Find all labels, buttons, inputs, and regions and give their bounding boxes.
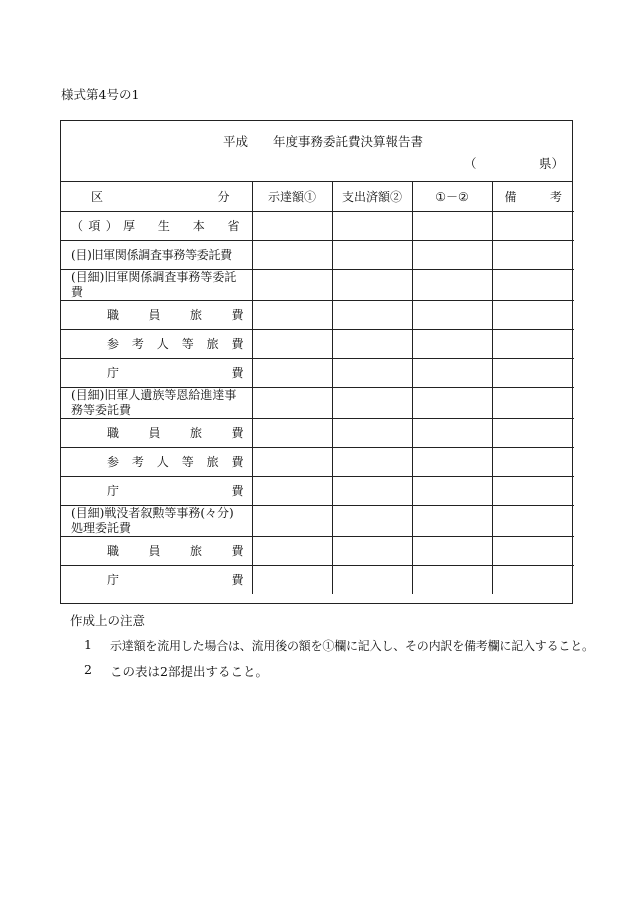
- table-row: [61, 476, 574, 505]
- row-label: (目)旧軍関係調査事務等委託費: [61, 240, 252, 269]
- cell-difference[interactable]: [412, 387, 492, 418]
- note-number: 1: [84, 637, 92, 652]
- table-row: [61, 447, 574, 476]
- cell-expenditure[interactable]: [332, 240, 412, 269]
- cell-remarks[interactable]: [492, 358, 574, 387]
- row-label: 職 員 旅 費: [61, 300, 252, 329]
- row-label: 庁 費: [61, 565, 252, 594]
- cell-expenditure[interactable]: [332, 505, 412, 536]
- report-title: 平成 年度事務委託費決算報告書: [223, 134, 424, 149]
- cell-remarks[interactable]: [492, 300, 574, 329]
- cell-remarks[interactable]: [492, 269, 574, 300]
- cell-expenditure[interactable]: [332, 329, 412, 358]
- cell-remarks[interactable]: [492, 505, 574, 536]
- cell-notified-amount[interactable]: [252, 240, 332, 269]
- table-row: [61, 505, 574, 536]
- cell-remarks[interactable]: [492, 476, 574, 505]
- cell-expenditure[interactable]: [332, 387, 412, 418]
- cell-difference[interactable]: [412, 418, 492, 447]
- cell-remarks[interactable]: [492, 387, 574, 418]
- row-label: (目細)旧軍関係調査事務等委託費: [61, 269, 252, 300]
- row-label: 参 考 人 等 旅 費: [61, 447, 252, 476]
- header-row: [61, 182, 574, 211]
- cell-difference[interactable]: [412, 211, 492, 240]
- row-label: (目細)戦没者叙勲等事務(々分)処理委託費: [61, 505, 252, 536]
- note-number: 2: [84, 662, 92, 677]
- table-row: [61, 211, 574, 240]
- cell-expenditure[interactable]: [332, 418, 412, 447]
- table-row: [61, 387, 574, 418]
- settlement-table: [61, 182, 574, 594]
- cell-expenditure[interactable]: [332, 300, 412, 329]
- table-row: [61, 269, 574, 300]
- table-row: [61, 329, 574, 358]
- row-label: 職 員 旅 費: [61, 536, 252, 565]
- cell-notified-amount[interactable]: [252, 447, 332, 476]
- cell-remarks[interactable]: [492, 418, 574, 447]
- row-label: （項）厚 生 本 省: [61, 211, 252, 240]
- row-label: 参 考 人 等 旅 費: [61, 329, 252, 358]
- cell-expenditure[interactable]: [332, 565, 412, 594]
- cell-difference[interactable]: [412, 505, 492, 536]
- cell-notified-amount[interactable]: [252, 211, 332, 240]
- cell-expenditure[interactable]: [332, 269, 412, 300]
- cell-remarks[interactable]: [492, 565, 574, 594]
- prefecture-label: （ 県）: [464, 156, 565, 171]
- notes-heading: 作成上の注意: [70, 613, 146, 628]
- settlement-report-sheet: [60, 120, 573, 604]
- cell-difference[interactable]: [412, 447, 492, 476]
- preparation-notes: [70, 611, 594, 688]
- title-area: [61, 121, 572, 182]
- cell-remarks[interactable]: [492, 329, 574, 358]
- cell-difference[interactable]: [412, 476, 492, 505]
- cell-remarks[interactable]: [492, 536, 574, 565]
- note-item: [70, 662, 594, 680]
- table-row: [61, 565, 574, 594]
- cell-difference[interactable]: [412, 329, 492, 358]
- header-remarks: 備 考: [492, 182, 574, 211]
- form-number: 様式第4号の1: [61, 87, 140, 102]
- row-label: (目細)旧軍人遺族等恩給進達事務等委託費: [61, 387, 252, 418]
- table-row: [61, 300, 574, 329]
- header-division: 区 分: [61, 182, 252, 211]
- cell-expenditure[interactable]: [332, 358, 412, 387]
- header-difference: ①－②: [412, 182, 492, 211]
- cell-notified-amount[interactable]: [252, 358, 332, 387]
- cell-difference[interactable]: [412, 565, 492, 594]
- row-label: 職 員 旅 費: [61, 418, 252, 447]
- cell-difference[interactable]: [412, 536, 492, 565]
- note-item: [70, 637, 594, 654]
- cell-difference[interactable]: [412, 300, 492, 329]
- cell-notified-amount[interactable]: [252, 269, 332, 300]
- cell-difference[interactable]: [412, 269, 492, 300]
- cell-notified-amount[interactable]: [252, 536, 332, 565]
- row-label: 庁 費: [61, 358, 252, 387]
- note-text: 示達額を流用した場合は、流用後の額を①欄に記入し、その内訳を備考欄に記入すること。: [110, 639, 594, 653]
- cell-expenditure[interactable]: [332, 211, 412, 240]
- table-row: [61, 240, 574, 269]
- cell-expenditure[interactable]: [332, 447, 412, 476]
- table-row: [61, 418, 574, 447]
- cell-remarks[interactable]: [492, 240, 574, 269]
- cell-remarks[interactable]: [492, 447, 574, 476]
- cell-difference[interactable]: [412, 240, 492, 269]
- cell-notified-amount[interactable]: [252, 329, 332, 358]
- cell-expenditure[interactable]: [332, 476, 412, 505]
- cell-expenditure[interactable]: [332, 536, 412, 565]
- cell-remarks[interactable]: [492, 211, 574, 240]
- cell-notified-amount[interactable]: [252, 387, 332, 418]
- header-expenditure: 支出済額②: [332, 182, 412, 211]
- cell-notified-amount[interactable]: [252, 418, 332, 447]
- row-label: 庁 費: [61, 476, 252, 505]
- cell-notified-amount[interactable]: [252, 300, 332, 329]
- note-text: この表は2部提出すること。: [110, 664, 268, 679]
- cell-notified-amount[interactable]: [252, 505, 332, 536]
- header-notified-amount: 示達額①: [252, 182, 332, 211]
- table-row: [61, 536, 574, 565]
- cell-notified-amount[interactable]: [252, 565, 332, 594]
- cell-difference[interactable]: [412, 358, 492, 387]
- cell-notified-amount[interactable]: [252, 476, 332, 505]
- table-row: [61, 358, 574, 387]
